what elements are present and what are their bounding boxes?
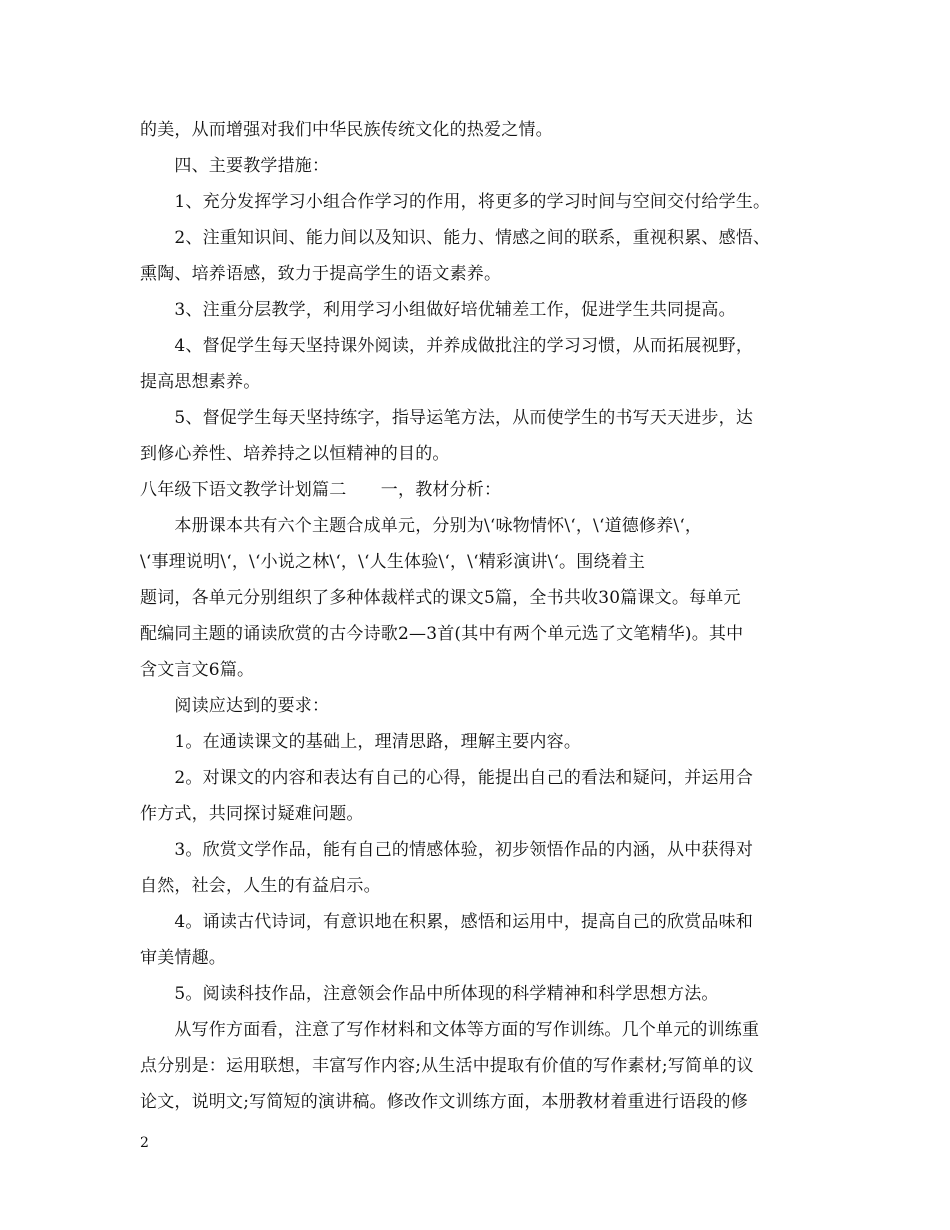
text-line: 阅读应达到的要求： <box>140 696 330 716</box>
text-line: 2。对课文的内容和表达有自己的心得，能提出自己的看法和疑问，并运用合 <box>140 768 754 788</box>
text-line: 4。诵读古代诗词，有意识地在积累，感悟和运用中，提高自己的欣赏品味和 <box>140 912 754 932</box>
text-line: 1。在通读课文的基础上，理清思路，理解主要内容。 <box>140 732 582 752</box>
text-line: 含文言文6篇。 <box>140 660 255 680</box>
text-line: 自然，社会，人生的有益启示。 <box>140 876 381 896</box>
text-line: 5、督促学生每天坚持练字，指导运笔方法，从而使学生的书写天天进步，达 <box>140 408 754 428</box>
text-line: 的美，从而增强对我们中华民族传统文化的热爱之情。 <box>140 120 553 140</box>
text-line: 从写作方面看，注意了写作材料和文体等方面的写作训练。几个单元的训练重 <box>140 1020 760 1040</box>
text-line: 到修心养性、培养持之以恒精神的目的。 <box>140 444 450 464</box>
text-line: 作方式，共同探讨疑难问题。 <box>140 804 364 824</box>
text-line: 熏陶、培养语感，致力于提高学生的语文素养。 <box>140 264 502 284</box>
text-line: 本册课本共有六个主题合成单元，分别为\‘咏物情怀\‘，\‘道德修养\‘， <box>140 516 703 536</box>
text-line: 1、充分发挥学习小组合作学习的作用，将更多的学习时间与空间交付给学生。 <box>140 192 771 212</box>
text-line: 2、注重知识间、能力间以及知识、能力、情感之间的联系，重视积累、感悟、 <box>140 228 771 248</box>
text-line: 审美情趣。 <box>140 948 226 968</box>
text-line: 3。欣赏文学作品，能有自己的情感体验，初步领悟作品的内涵，从中获得对 <box>140 840 754 860</box>
text-line: 4、督促学生每天坚持课外阅读，并养成做批注的学习习惯，从而拓展视野， <box>140 336 754 356</box>
text-line: 5。阅读科技作品，注意领会作品中所体现的科学精神和科学思想方法。 <box>140 984 719 1004</box>
text-line: 提高思想素养。 <box>140 372 261 392</box>
text-line: 配编同主题的诵读欣赏的古今诗歌2—3首(其中有两个单元选了文笔精华)。其中 <box>140 624 744 644</box>
page-number: 2 <box>140 1135 149 1151</box>
text-line: 题词，各单元分别组织了多种体裁样式的课文5篇，全书共收30篇课文。每单元 <box>140 588 741 608</box>
section-heading: 四、主要教学措施： <box>140 156 330 176</box>
section-heading: 八年级下语文教学计划篇二 一，教材分析： <box>140 480 502 500</box>
text-line: \‘事理说明\‘，\‘小说之林\‘，\‘人生体验\‘，\‘精彩演讲\‘。围绕着主 <box>140 552 646 572</box>
text-line: 3、注重分层教学，利用学习小组做好培优辅差工作，促进学生共同提高。 <box>140 300 736 320</box>
text-line: 论文，说明文;写简短的演讲稿。修改作文训练方面，本册教材着重进行语段的修 <box>140 1092 748 1112</box>
text-line: 点分别是：运用联想，丰富写作内容;从生活中提取有价值的写作素材;写简单的议 <box>140 1056 754 1076</box>
